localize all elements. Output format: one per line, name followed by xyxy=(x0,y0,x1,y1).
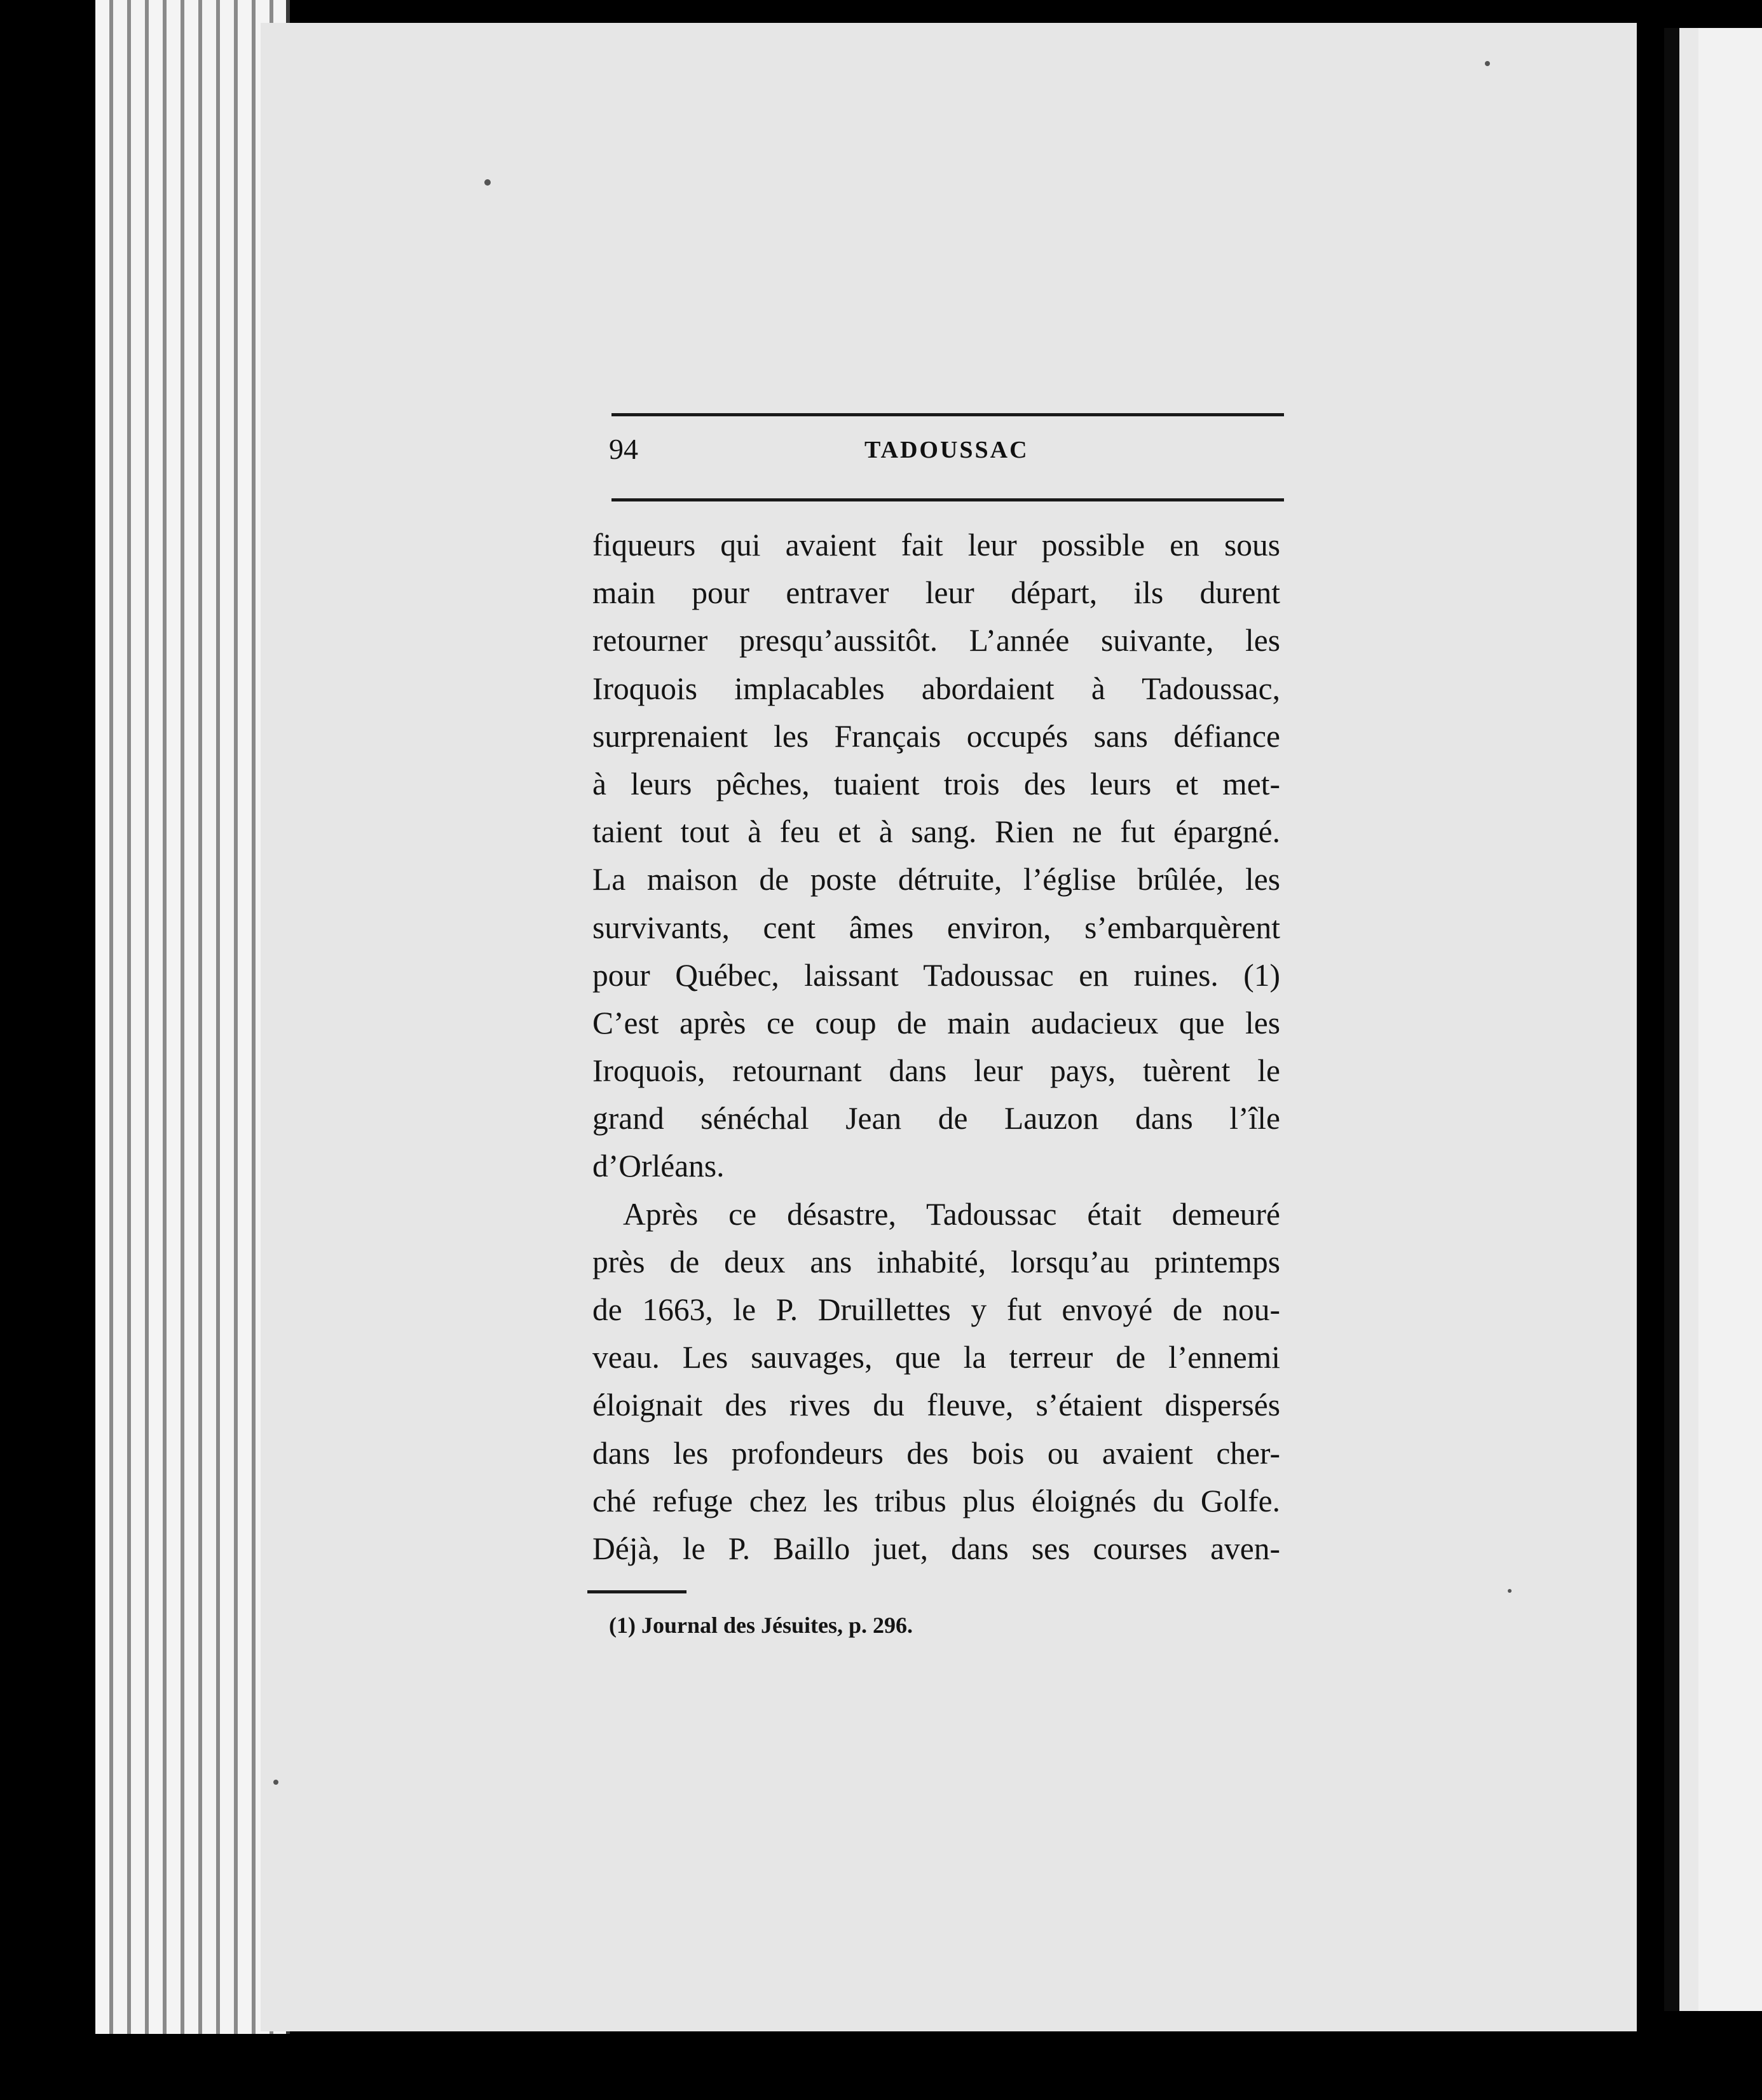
scan-speck xyxy=(1485,61,1490,66)
text-line: Iroquois implacables abordaient à Tadoussac, xyxy=(592,671,1280,706)
text-line: d’Orléans. xyxy=(592,1149,725,1184)
scan-speck xyxy=(273,1780,278,1785)
header-top-rule xyxy=(611,413,1284,416)
footnote-rule xyxy=(587,1590,686,1593)
footnote: (1) Journal des Jésuites, p. 296. xyxy=(609,1612,913,1638)
text-line: C’est après ce coup de main audacieux que les xyxy=(592,1005,1280,1040)
text-line: veau. Les sauvages, que la terreur de l’ennemi xyxy=(592,1340,1280,1375)
text-line: survivants, cent âmes environ, s’embarquèrent xyxy=(592,910,1280,945)
text-line: ché refuge chez les tribus plus éloignés du Golfe. xyxy=(592,1483,1280,1518)
text-line: pour Québec, laissant Tadoussac en ruines. (1) xyxy=(592,957,1280,993)
facing-page-surface xyxy=(1698,28,1762,2011)
running-title: TADOUSSAC xyxy=(864,437,1029,463)
text-line: grand sénéchal Jean de Lauzon dans l’île xyxy=(592,1101,1280,1136)
text-line: de 1663, le P. Druillettes y fut envoyé de nou- xyxy=(592,1292,1280,1327)
paragraph-first-line: Après ce désastre, Tadoussac était demeuré xyxy=(623,1196,1280,1232)
body-text xyxy=(592,521,1280,1572)
text-line: Déjà, le P. Baillo juet, dans ses courses aven- xyxy=(592,1531,1280,1566)
text-line: éloignait des rives du fleuve, s’étaient dispersés xyxy=(592,1388,1280,1423)
text-line: La maison de poste détruite, l’église brûlée, les xyxy=(592,862,1280,897)
text-line: fiqueurs qui avaient fait leur possible en sous xyxy=(592,528,1280,562)
header-bottom-rule xyxy=(611,498,1284,501)
text-line: à leurs pêches, tuaient trois des leurs et met- xyxy=(592,766,1280,801)
page-number: 94 xyxy=(609,433,638,465)
text-line: main pour entraver leur départ, ils durent xyxy=(592,575,1280,611)
text-line: Iroquois, retournant dans leur pays, tuèrent le xyxy=(592,1053,1280,1089)
scan-speck xyxy=(484,179,491,186)
text-line: près de deux ans inhabité, lorsqu’au printemps xyxy=(592,1244,1280,1279)
text-line: surprenaient les Français occupés sans défiance xyxy=(592,718,1280,754)
scan-speck xyxy=(1508,1589,1512,1593)
text-line: dans les profondeurs des bois ou avaient cher- xyxy=(592,1435,1280,1471)
text-line: taient tout à feu et à sang. Rien ne fut épargné. xyxy=(592,814,1280,850)
text-line: retourner presqu’aussitôt. L’année suivante, les xyxy=(592,623,1280,658)
